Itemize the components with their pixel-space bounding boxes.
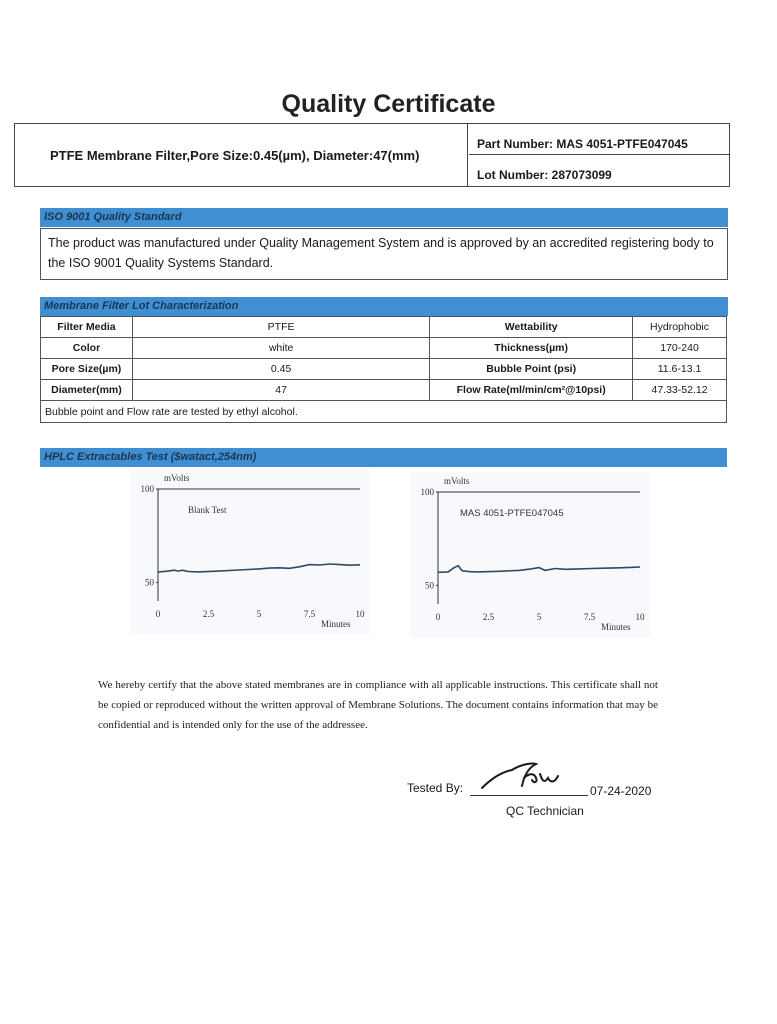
- property-label: Color: [41, 338, 133, 359]
- property-value: Hydrophobic: [633, 317, 727, 338]
- chart-svg: [130, 469, 370, 634]
- table-row: [41, 317, 727, 338]
- blank-test-chart: [130, 469, 370, 634]
- certification-statement: We hereby certify that the above stated membranes are in compliance with all applicable instructions. This certificate shall not be copied or reproduced without the written approval of Membrane Solutions. The document contains information that may be confidential and is intended only for the use of the addressee.: [98, 679, 658, 731]
- x-tick-label: 5: [256, 609, 262, 619]
- product-description: PTFE Membrane Filter,Pore Size:0.45(µm), Diameter:47(mm): [15, 124, 468, 186]
- x-tick-label: 0: [155, 609, 161, 619]
- chart-svg: [410, 472, 650, 637]
- property-value: 47: [132, 380, 429, 401]
- table-row: [41, 359, 727, 380]
- x-tick-label: 7.5: [583, 612, 596, 622]
- signature-mark: [478, 758, 568, 794]
- sample-test-chart: [410, 472, 650, 637]
- lot-heading: Membrane Filter Lot Characterization: [40, 297, 728, 316]
- lot-number: Lot Number: 287073099: [477, 168, 612, 182]
- property-value: 0.45: [132, 359, 429, 380]
- property-value: 11.6-13.1: [633, 359, 727, 380]
- y-tick-label: 100: [420, 487, 434, 497]
- property-value: 47.33-52.12: [633, 380, 727, 401]
- property-value: PTFE: [132, 317, 429, 338]
- chart-background: [130, 469, 370, 634]
- x-tick-label: 10: [635, 612, 645, 622]
- y-unit-label: mVolts: [164, 473, 190, 483]
- property-label: Diameter(mm): [41, 380, 133, 401]
- x-tick-label: 0: [435, 612, 441, 622]
- part-number: Part Number: MAS 4051-PTFE047045: [469, 124, 729, 155]
- property-label: Wettability: [430, 317, 633, 338]
- chart-annotation: MAS 4051-PTFE047045: [460, 508, 564, 519]
- iso-text: The product was manufactured under Quality Management System and is approved by an accredited registering body to the ISO 9001 Quality Systems Standard.: [40, 228, 728, 280]
- product-header: [14, 123, 730, 187]
- property-label: Thickness(µm): [430, 338, 633, 359]
- x-tick-label: 5: [536, 612, 542, 622]
- signature-line: [470, 795, 588, 796]
- y-unit-label: mVolts: [444, 476, 470, 486]
- table-row: [41, 380, 727, 401]
- chart-background: [410, 472, 650, 637]
- y-tick-label: 100: [140, 484, 154, 494]
- y-tick-label: 50: [145, 577, 154, 588]
- property-label: Flow Rate(ml/min/cm²@10psi): [430, 380, 633, 401]
- property-label: Pore Size(µm): [41, 359, 133, 380]
- lot-note: Bubble point and Flow rate are tested by ethyl alcohol.: [41, 401, 727, 423]
- signer-role: QC Technician: [506, 804, 584, 818]
- hplc-heading: HPLC Extractables Test ($watact,254nm): [40, 448, 727, 467]
- x-tick-label: 10: [355, 609, 365, 619]
- property-value: white: [132, 338, 429, 359]
- x-axis-label: Minutes: [601, 622, 631, 632]
- table-row: [41, 338, 727, 359]
- test-date: 07-24-2020: [590, 784, 652, 798]
- iso-heading: ISO 9001 Quality Standard: [40, 208, 728, 227]
- property-label: Filter Media: [41, 317, 133, 338]
- x-axis-label: Minutes: [321, 619, 351, 629]
- x-tick-label: 7.5: [303, 609, 316, 619]
- y-tick-label: 50: [425, 580, 434, 591]
- page-title: Quality Certificate: [281, 90, 496, 118]
- x-tick-label: 2.5: [202, 609, 215, 619]
- chart-annotation: Blank Test: [188, 505, 227, 515]
- tested-by-label: Tested By:: [407, 781, 464, 795]
- x-tick-label: 2.5: [482, 612, 495, 622]
- property-label: Bubble Point (psi): [430, 359, 633, 380]
- property-value: 170-240: [633, 338, 727, 359]
- lot-characterization-table: [40, 316, 727, 423]
